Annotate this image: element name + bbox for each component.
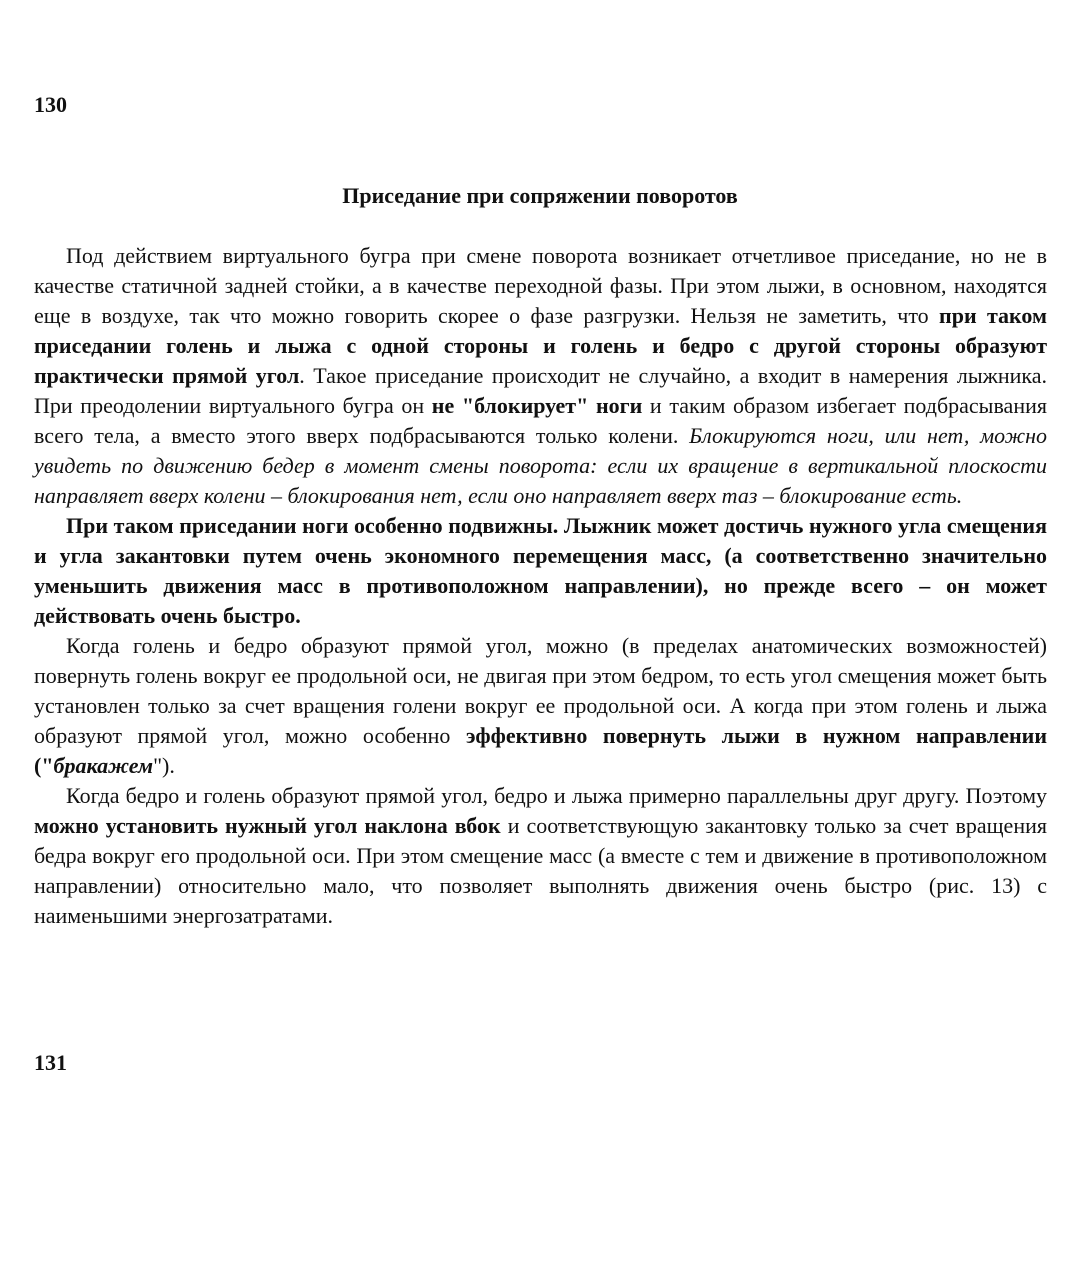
text-run: Когда голень и бедро образуют прямой угол, можно (в пределах анатомических возможностей) повернуть голень вокруг ее продольной оси, не двигая при этом бедром, то есть угол смещения может быть установлен только за счет вращения голени вокруг ее продольной оси. А когда при этом голень и лыжа образуют прямой угол, можно особенно	[34, 633, 1047, 748]
bold-italic-text-run	[54, 753, 154, 778]
text-run: . Такое приседание происходит не случайно, а входит в намерения лыжника. При преодолении виртуального бугра он	[34, 363, 1047, 418]
bold-text-run: при таком приседании голень и лыжа с одной стороны и голень и бедро с другой стороны образуют практически прямой угол	[34, 303, 1047, 388]
text-run: и таким образом избегает подбрасывания всего тела, а вместо этого вверх подбрасываются только колени.	[34, 393, 1047, 448]
text-run: и соответствующую закантовку только за счет вращения бедра вокруг его продольной оси. При этом смещение масс (а вместе с тем и движение в противоположном направлении) относительно мало, что позволяет выполнять движения очень быстро (рис. 13) с наименьшими энергозатратами.	[34, 813, 1047, 928]
paragraph	[34, 241, 1047, 511]
page-number-top: 130	[34, 92, 67, 117]
italic-term: бракажем	[53, 753, 154, 778]
page-number-bottom: 131	[34, 1050, 67, 1075]
bold-text-run: можно установить нужный угол наклона вбок	[34, 813, 501, 838]
text-run: ").	[153, 753, 175, 778]
text-run: Когда бедро и голень образуют прямой угол, бедро и лыжа примерно параллельны друг другу. Поэтому	[66, 783, 1047, 808]
bold-text-run: При таком приседании ноги особенно подвижны. Лыжник может достичь нужного угла смещения и угла закантовки путем очень экономного перемещения масс, (а соответственно значительно уменьшить движения масс в противоположном направлении), но прежде всего – он может действовать очень быстро.	[34, 513, 1047, 628]
bold-text-run: эффективно повернуть лыжи в нужном направлении ("	[34, 723, 1048, 778]
body-text	[34, 241, 1047, 931]
text-run: Под действием виртуального бугра при смене поворота возникает отчетливое приседание, но не в качестве статичной задней стойки, а в качестве переходной фазы. При этом лыжи, в основном, находятся еще в воздухе, так что можно говорить скорее о фазе разгрузки. Нельзя не заметить, что	[34, 243, 1047, 328]
paragraph	[34, 631, 1047, 781]
italic-text-run: Блокируются ноги, или нет, можно увидеть по движению бедер в момент смены поворота: если их вращение в вертикальной плоскости направляет вверх колени – блокирования нет, если оно направляет вверх таз – блокирование есть.	[34, 423, 1047, 508]
paragraph	[34, 511, 1047, 631]
bold-text-run: не "блокирует" ноги	[431, 393, 643, 418]
paragraph	[34, 781, 1047, 931]
section-title: Приседание при сопряжении поворотов	[342, 183, 738, 208]
